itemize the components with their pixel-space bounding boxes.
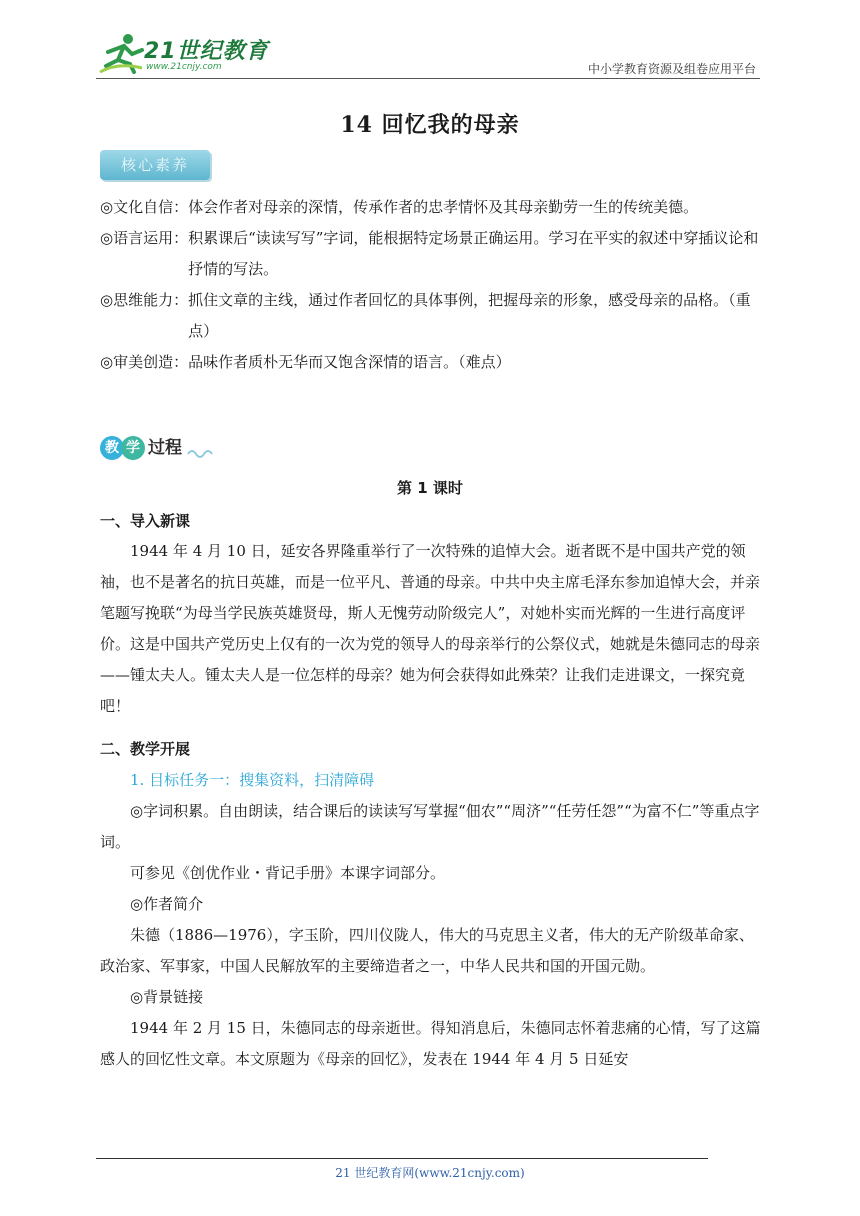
objective-label: ◎思维能力： (100, 291, 189, 309)
footer-divider (96, 1158, 708, 1159)
background-paragraph: 1944 年 2 月 15 日，朱德同志的母亲逝世。得知消息后，朱德同志怀着悲痛的心情，写了这篇感人的回忆性文章。本文原题为《母亲的回忆》，发表在 1944 年 4 月 5 日延安 (100, 1019, 761, 1068)
objective-item (100, 347, 764, 378)
objective-text: 抓住文章的主线，通过作者回忆的具体事例，把握母亲的形象，感受母亲的品格。（重点） (188, 291, 751, 340)
objective-item (100, 192, 764, 223)
header-divider (96, 78, 760, 79)
core-literacy-badge: 核心素养 (100, 150, 210, 180)
objective-text: 品味作者质朴无华而又饱含深情的语言。（难点） (188, 353, 511, 371)
objective-item (100, 285, 764, 347)
section-heading: 二、教学开展 (100, 740, 191, 758)
background-heading: ◎背景链接 (130, 988, 204, 1006)
logo-url: www.21cnjy.com (146, 62, 222, 72)
logo (96, 30, 269, 78)
wave-decoration-icon (186, 446, 216, 458)
author-paragraph: 朱德（1886—1976），字玉阶，四川仪陇人，伟大的马克思主义者，伟大的无产阶级革命家、政治家、军事家，中国人民解放军的主要缔造者之一，中华人民共和国的开国元勋。 (100, 926, 754, 975)
lesson-number: 第 1 课时 (397, 479, 463, 497)
intro-section (100, 536, 764, 722)
task-title: 1. 目标任务一：搜集资料，扫清障碍 (130, 771, 375, 789)
objectives-list (100, 192, 764, 378)
vocab-paragraph: ◎字词积累。自由朗读，结合课后的读读写写掌握“佃农”“周济”“任劳任怨”“为富不仁”等重点字词。 (100, 802, 760, 851)
objective-text: 体会作者对母亲的深情，传承作者的忠孝情怀及其母亲勤劳一生的传统美德。 (188, 198, 699, 216)
platform-name: 中小学教育资源及组卷应用平台 (587, 62, 756, 76)
heading-char: 学 (121, 436, 145, 460)
teaching-section (100, 765, 764, 1075)
section-heading: 一、导入新课 (100, 512, 191, 530)
author-heading: ◎作者简介 (130, 895, 204, 913)
objective-item (100, 223, 764, 285)
heading-char: 教 (100, 436, 124, 460)
objective-label: ◎语言运用： (100, 229, 189, 247)
objective-label: ◎文化自信： (100, 198, 189, 216)
objective-text: 积累课后“读读写写”字词，能根据特定场景正确运用。学习在平实的叙述中穿插议论和抒情的写法。 (188, 229, 759, 278)
heading-rest: 过程 (148, 438, 182, 458)
page-footer: 21 世纪教育网(www.21cnjy.com) (335, 1166, 525, 1180)
runner-logo-icon (98, 32, 144, 74)
logo-text: 21世纪教育 (144, 39, 269, 64)
teaching-process-heading (100, 434, 230, 464)
page-title: 14 回忆我的母亲 (340, 112, 520, 138)
page-header (96, 30, 760, 80)
intro-paragraph: 1944 年 4 月 10 日，延安各界隆重举行了一次特殊的追悼大会。逝者既不是中国共产党的领袖，也不是著名的抗日英雄，而是一位平凡、普通的母亲。中共中央主席毛泽东参加追悼大会，并亲笔题写挽联“为母当学民族英雄贤母，斯人无愧劳动阶级完人”，对她朴实而光辉的一生进行高度评价。这是中国共产党历史上仅有的一次为党的领导人的母亲举行的公祭仪式，她就是朱德同志的母亲——锺太夫人。锺太夫人是一位怎样的母亲？她为何会获得如此殊荣？让我们走进课文，一探究竟吧！ (100, 542, 761, 715)
objective-label: ◎审美创造： (100, 353, 189, 371)
reference-paragraph: 可参见《创优作业・背记手册》本课字词部分。 (130, 864, 446, 882)
